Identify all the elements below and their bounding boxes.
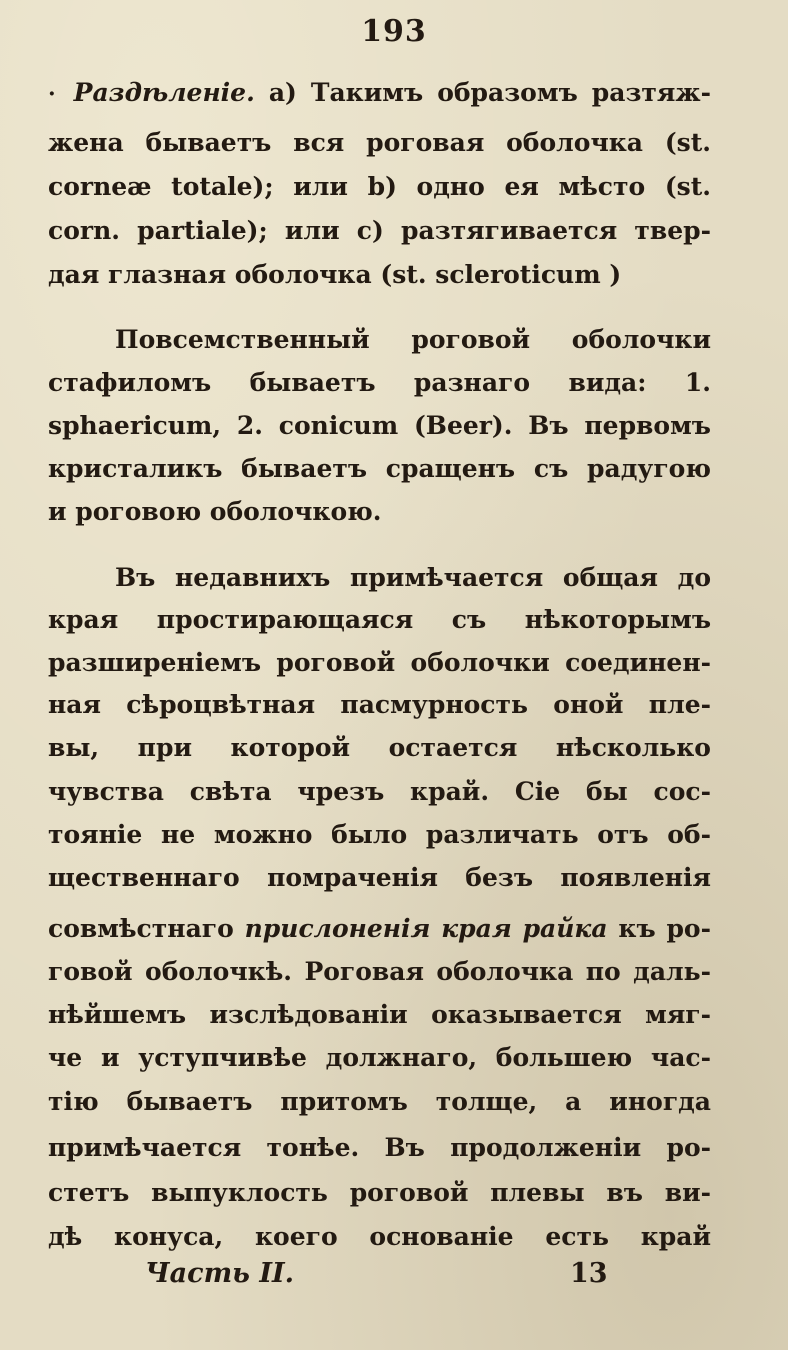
text-line: края простирающаяся съ нѣкоторымъ	[48, 605, 711, 634]
text-line: ная сѣроцвѣтная пасмурность оной пле-	[48, 690, 711, 719]
section-heading: Раздѣленіе.	[73, 78, 255, 107]
text-line: говой оболочкѣ. Роговая оболочка по даль-	[48, 957, 711, 986]
text-line: дѣ конуса, коего основаніе есть край	[48, 1222, 711, 1251]
bullet-dot-icon: ·	[48, 81, 56, 107]
text-line: щественнаго помраченія безъ появленія	[48, 863, 711, 892]
page-number: 193	[361, 14, 427, 49]
text-line: corn. partiale); или с) разтягивается твер-	[48, 216, 711, 245]
text-line: чувства свѣта чрезъ край. Сіе бы сос-	[48, 777, 711, 806]
text-line: тояніе не можно было различать отъ об-	[48, 820, 711, 849]
text-line: sphaericum, 2. conicum (Beer). Въ первомъ	[48, 411, 711, 440]
text-line: разширеніемъ роговой оболочки соединен-	[48, 648, 711, 677]
text-line: че и уступчивѣе должнаго, большею час-	[48, 1043, 711, 1072]
text-line: тію бываетъ притомъ толще, а иногда	[48, 1087, 711, 1116]
text-line: стафиломъ бываетъ разнаго вида: 1.	[48, 368, 711, 397]
text-line: жена бываетъ вся роговая оболочка (st.	[48, 128, 711, 157]
page-footer	[0, 1258, 788, 1298]
text-line: вы, при которой остается нѣсколько	[48, 733, 711, 762]
text-line: стетъ выпуклость роговой плевы въ ви-	[48, 1178, 711, 1207]
text-line: Повсемственный роговой оболочки	[115, 325, 711, 354]
text-line: · Раздѣленіе. а) Такимъ образомъ разтяж-	[48, 78, 711, 107]
text-line: примѣчается тонѣе. Въ продолженіи ро-	[48, 1133, 711, 1162]
text-line: кристаликъ бываетъ сращенъ съ радугою	[48, 454, 711, 483]
signature-part: Часть II.	[145, 1258, 295, 1289]
text-line: corneæ totale); или b) одно ея мѣсто (st.	[48, 172, 711, 201]
emphasis-text: прислоненія края райка	[244, 914, 608, 943]
text-line: и роговою оболочкою.	[48, 497, 382, 526]
text-line: Въ недавнихъ примѣчается общая до	[115, 563, 711, 592]
signature-number: 13	[570, 1258, 608, 1289]
text-line: дая глазная оболочка (st. scleroticum )	[48, 260, 622, 289]
text-line: нѣйшемъ изслѣдованіи оказывается мяг-	[48, 1000, 711, 1029]
text-line: совмѣстнаго прислоненія края райка къ ро-	[48, 914, 711, 943]
